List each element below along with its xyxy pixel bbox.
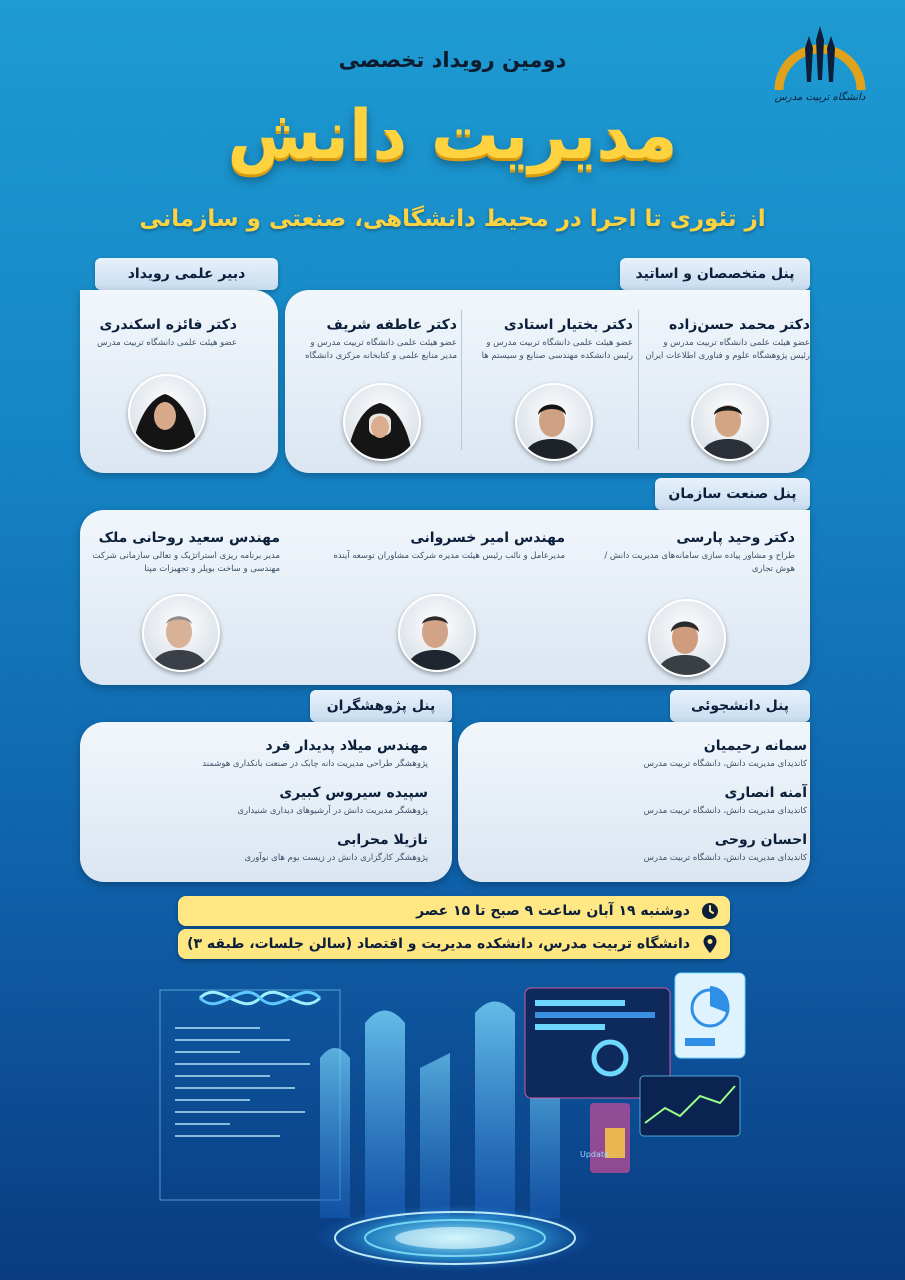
avatar [691,383,769,461]
person-description: پژوهشگر مدیریت دانش در آرشیوهای دیداری شنیداری [237,806,428,816]
expert-person [292,317,457,363]
person-description: عضو هیئت علمی دانشگاه تربیت مدرس [97,338,237,348]
person-name: مهندس سعید روحانی ملک [98,530,280,546]
person-description: عضو هیئت علمی دانشگاه تربیت مدرس و رئیس دانشکده مهندسی صنایع و سیستم ها [481,338,633,362]
researchers-panel-label: پنل پژوهشگران [310,690,452,722]
event-datetime [178,896,730,926]
person-name: مهندس امیر خسروانی [410,530,565,546]
person-name: آمنه انصاری [724,785,807,801]
person-description: کاندیدای مدیریت دانش، دانشگاه تربیت مدرس [643,853,807,863]
industry-person [330,530,565,563]
person-name: مهندس میلاد پدیدار فرد [265,738,428,754]
secretary-panel-label: دبیر علمی رویداد [95,258,278,290]
person-description: کاندیدای مدیریت دانش، دانشگاه تربیت مدرس [643,806,807,816]
avatar [648,599,726,677]
person-name: دکتر بختیار استادی [503,317,633,333]
avatar [343,383,421,461]
person-name: سمانه رحیمیان [703,738,807,754]
researcher-person [93,738,428,771]
student-person [477,738,807,771]
person-description: عضو هیئت علمی دانشگاه تربیت مدرس و رئیس پژوهشگاه علوم و فناوری اطلاعات ایران [645,338,810,362]
event-location [178,929,730,959]
student-person [477,785,807,818]
expert-person [645,317,810,363]
logo-caption: دانشگاه تربیت مدرس [774,92,866,103]
person-name: دکتر محمد حسن‌زاده [669,317,810,333]
person-description: طراح و مشاور پیاده سازی سامانه‌های مدیریت دانش / هوش تجاری [604,551,795,575]
person-description: عضو هیئت علمی دانشگاه تربیت مدرس و مدیر منابع علمی و کتابخانه مرکزی دانشگاه [305,338,457,362]
student-person [477,832,807,865]
students-panel-label: پنل دانشجوئی [670,690,810,722]
event-tagline: از تئوری تا اجرا در محیط دانشگاهی، صنعتی و سازمانی [139,206,766,232]
person-name: دکتر فائزه اسکندری [99,317,237,333]
expert-person [471,317,633,363]
event-number: دومین رویداد تخصصی [338,48,567,72]
person-name: نازیلا محرابی [336,832,428,848]
person-description: پژوهشگر طراحی مدیریت دانه چابک در صنعت بانکداری هوشمند [202,759,428,769]
avatar [142,594,220,672]
person-name: سپیده سیروس کبیری [279,785,428,801]
researcher-person [93,785,428,818]
experts-panel-label: پنل متخصصان و اساتید [620,258,810,290]
location-pin-icon [700,934,720,954]
clock-icon [700,901,720,921]
avatar [128,374,206,452]
person-description: مدیر برنامه ریزی استراتژیک و تعالی سازمانی شرکت مهندسی و ساخت بویلر و تجهیزات مپنا [92,551,280,575]
industry-person [80,530,280,576]
person-name: دکتر وحید پارسی [676,530,795,546]
person-description: پژوهشگر کارگزاری دانش در زیست بوم های نوآوری [244,853,428,863]
person-name: احسان روحی [714,832,807,848]
secretary-person [67,317,237,350]
researcher-person [93,832,428,865]
person-description: مدیرعامل و نائب رئیس هیئت مدیره شرکت مشاوران توسعه آینده [333,551,565,561]
divider [638,310,639,450]
person-name: دکتر عاطفه شریف [326,317,457,333]
datetime-text: دوشنبه ۱۹ آبان ساعت ۹ صبح تا ۱۵ عصر [416,903,690,919]
avatar [515,383,593,461]
industry-person [595,530,795,576]
event-title: مدیریت دانش [227,96,678,175]
location-text: دانشگاه تربیت مدرس، دانشکده مدیریت و اقتصاد (سالن جلسات، طبقه ۳) [187,936,690,952]
divider [461,310,462,450]
person-description: کاندیدای مدیریت دانش، دانشگاه تربیت مدرس [643,759,807,769]
avatar [398,594,476,672]
industry-panel-label: پنل صنعت سازمان [655,478,810,510]
tech-city-illustration [120,968,800,1280]
update-label: Update [580,1150,609,1159]
